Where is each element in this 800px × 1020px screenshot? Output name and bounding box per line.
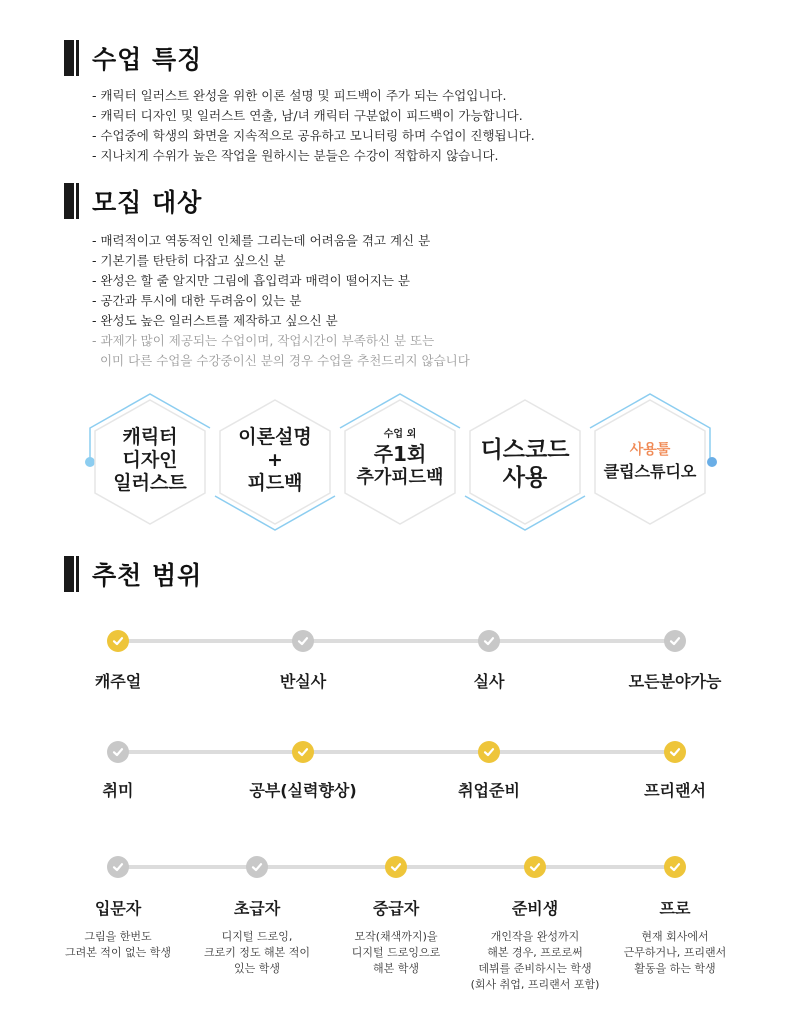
- section-title-audience: [64, 183, 202, 219]
- hexagon-text: 피드백: [247, 472, 303, 494]
- list-item: - 기본기를 탄탄히 다잡고 싶으신 분: [92, 253, 286, 268]
- range-description: 그림을 한번도 그려본 적이 없는 학생: [64, 930, 172, 959]
- section-heading: 추천 범위: [92, 561, 203, 590]
- check-icon: [246, 856, 268, 878]
- check-icon: [107, 630, 129, 652]
- hexagon-weekly-feedback: [340, 428, 460, 490]
- check-icon: [107, 856, 129, 878]
- hexagon-discord: [465, 436, 585, 492]
- hexagon-text: 디스코드: [480, 437, 570, 463]
- hexagon-character-illustration: [90, 426, 210, 495]
- features-list: [92, 86, 535, 166]
- hexagon-text: 이론설명: [238, 426, 312, 448]
- list-item: - 매력적이고 역동적인 인체를 그리는데 어려움을 겪고 계신 분: [92, 233, 431, 248]
- check-icon: [107, 741, 129, 763]
- hexagon-accent-text: 사용툴: [629, 442, 671, 458]
- hexagon-text: 캐릭터: [122, 426, 178, 448]
- range-label: 입문자: [94, 899, 142, 918]
- list-item: - 수업중에 학생의 화면을 지속적으로 공유하고 모니터링 하며 수업이 진행됩니다.: [92, 128, 535, 143]
- range-label: 취미: [102, 781, 134, 800]
- hexagon-text: 디자인: [122, 449, 178, 471]
- title-bar-icon: [64, 183, 74, 219]
- range-description: 개인작을 완성까지 해본 경우, 프로로써 데뷔를 준비하시는 학생 (회사 취업, 프리랜서 포함): [470, 930, 600, 991]
- range-description: 현재 회사에서 근무하거나, 프리랜서 활동을 하는 학생: [623, 930, 727, 975]
- hexagon-small-text: 수업 외: [383, 429, 417, 440]
- range-label: 실사: [473, 672, 505, 691]
- list-item-note: 이미 다른 수업을 수강중이신 분의 경우 수업을 추천드리지 않습니다: [92, 353, 470, 368]
- list-item: - 완성도 높은 일러스트를 제작하고 싶으신 분: [92, 313, 338, 328]
- hexagon-text: +: [267, 449, 283, 471]
- check-icon: [385, 856, 407, 878]
- section-title-range: [64, 556, 202, 592]
- title-bar-icon: [64, 40, 74, 76]
- section-heading: 수업 특징: [92, 45, 203, 74]
- feature-hexagons: [0, 388, 800, 538]
- range-label: 캐주얼: [94, 672, 142, 691]
- hexagon-tool: [590, 440, 710, 484]
- list-item: - 캐릭터 일러스트 완성을 위한 이론 설명 및 피드백이 주가 되는 수업입니다.: [92, 88, 507, 103]
- list-item: - 지나치게 수위가 높은 작업을 원하시는 분들은 수강이 적합하지 않습니다.: [92, 148, 499, 163]
- check-icon: [664, 630, 686, 652]
- list-item-note: - 과제가 많이 제공되는 수업이며, 작업시간이 부족하신 분 또는: [92, 333, 435, 348]
- title-bar-icon: [64, 556, 74, 592]
- range-label: 취업준비: [458, 781, 520, 800]
- range-label: 프리랜서: [644, 781, 706, 800]
- check-icon: [292, 741, 314, 763]
- section-title-features: [64, 40, 202, 76]
- range-label: 프로: [659, 899, 691, 918]
- range-label: 중급자: [372, 899, 420, 918]
- range-label: 모든분야가능: [628, 672, 722, 691]
- hexagon-text: 추가피드백: [356, 467, 444, 488]
- audience-list: [92, 231, 470, 371]
- check-icon: [478, 741, 500, 763]
- section-heading: 모집 대상: [92, 188, 203, 217]
- list-item: - 캐릭터 디자인 및 일러스트 연출, 남/녀 캐릭터 구분없이 피드백이 가능합니다.: [92, 108, 523, 123]
- check-icon: [478, 630, 500, 652]
- hexagon-text: 일러스트: [113, 472, 187, 494]
- check-icon: [292, 630, 314, 652]
- hexagon-theory-feedback: [215, 426, 335, 495]
- hexagon-text: 주1회: [373, 442, 427, 466]
- check-icon: [524, 856, 546, 878]
- list-item: - 완성은 할 줄 알지만 그림에 흡입력과 매력이 떨어지는 분: [92, 273, 410, 288]
- range-description: 디지털 드로잉, 크로키 정도 해본 적이 있는 학생: [203, 930, 311, 975]
- range-label: 반실사: [279, 672, 327, 691]
- range-track: [118, 639, 675, 643]
- range-description: 모작(채색까지)을 디지털 드로잉으로 해본 학생: [351, 930, 441, 975]
- range-label: 공부(실력향상): [249, 781, 357, 800]
- check-icon: [664, 741, 686, 763]
- range-label: 준비생: [511, 899, 559, 918]
- list-item: - 공간과 투시에 대한 두려움이 있는 분: [92, 293, 302, 308]
- check-icon: [664, 856, 686, 878]
- range-label: 초급자: [233, 899, 281, 918]
- range-track: [118, 750, 675, 754]
- hexagon-text: 사용: [502, 465, 548, 491]
- hexagon-text: 클립스튜디오: [603, 462, 697, 481]
